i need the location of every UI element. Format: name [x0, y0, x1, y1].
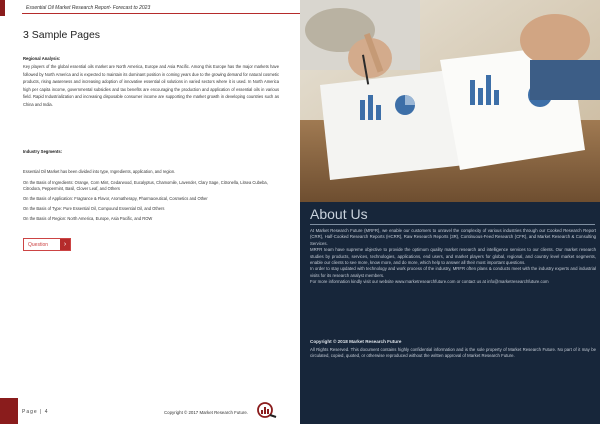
report-title: Essential Oil Market Research Report- Forecast to 2023 — [26, 5, 151, 11]
footer-accent-bar — [0, 398, 18, 424]
question-button-label: Question — [28, 242, 49, 248]
page-header — [0, 0, 300, 16]
segment-item: On the Basis of Ingredients: Orange, Corn Mint, Cedarwood, Eucalyptus, Chamomile, Lavender, Clary Sage, Citronella, Litsea Cubeba, Citrodora, Peppermint, Basil, Clover Leaf, and Others — [23, 180, 268, 191]
about-paragraph: MRFR team have supreme objective to provide the optimum quality market research and intelligence services to our clients. Our market research studies by products, services, technologies, applications, end users, and market players for global, regional, and country level market segments, enable our clients to see more, know more, and do more, which help to answer all their most important questions. — [310, 247, 596, 266]
about-us-title: About Us — [310, 206, 368, 222]
regional-heading: Regional Analysis: — [23, 56, 61, 61]
about-us-text — [310, 228, 596, 286]
chevron-right-icon: › — [60, 239, 70, 250]
about-copyright-text: All Rights Reserved. This document contains highly confidential information and is the sole property of Market Research Future. No part of it may be circulated, copied, quoted, or otherwise reproduced without the written approval of Market Research Future. — [310, 347, 596, 359]
question-button[interactable] — [23, 238, 71, 251]
segments-heading: Industry Segments: — [23, 149, 63, 154]
regional-paragraph: Key players of the global essential oils market are North America, Europe and Asia Pacific. Among this Europe has the major markets have followed by North America and is expected to maintain its dominant position in coming years due to the growing demand for natural cosmetic products, rising awareness and increasing adoption of innovative essential oil solutions in varied sectors where it is used. In North America high per capita income, governmental subsidies and tax benefits are encouraging the production and application of essential oils in various field. Rapid Industrialization and increasing disposable consumer income are supporting the market growth in developing countries such as China and India. — [23, 64, 279, 107]
about-copyright-title: Copyright © 2018 Market Research Future — [310, 339, 402, 344]
segment-item: On the Basis of Type: Pure Essential Oil, Compound Essential Oil, and Others — [23, 206, 165, 211]
header-divider — [22, 13, 300, 14]
segment-item: On the Basis of Region: North America, Europe, Asia Pacific, and ROW — [23, 216, 153, 221]
segment-item: On the Basis of Application: Fragrance & Flavor, Aromatherapy, Pharmaceutical, Cosmetics and Other — [23, 196, 208, 201]
about-divider — [310, 224, 595, 225]
about-us-panel — [300, 202, 600, 424]
about-paragraph: In order to stay updated with technology and work process of the industry, MRFR often plans & conducts meet with the industry experts and industrial visits for its research analyst members. — [310, 266, 596, 278]
footer-copyright: Copyright © 2017 Market Research Future. — [164, 410, 249, 415]
header-accent-bar — [0, 0, 5, 16]
section-title: 3 Sample Pages — [23, 29, 101, 41]
about-paragraph: For more information kindly visit our website www.marketresearchfuture.com or contact us at info@marketresearchfuture.com — [310, 279, 549, 285]
segments-intro: Essential Oil Market has been divided into type, Ingredients, application, and region. — [23, 169, 176, 174]
about-paragraph: At Market Research Future (MRFR), we enable our customers to unravel the complexity of various industries through our Cooked Research Report (CRR), Half-Cooked Research Reports (HCRR), Raw Research Reports (3R), Continuous-Feed Research (CFR), and Market Research & Consulting Services. — [310, 228, 596, 246]
page-number: Page | 4 — [22, 409, 49, 415]
business-photo — [300, 0, 600, 202]
mrfr-logo-icon — [256, 400, 278, 418]
